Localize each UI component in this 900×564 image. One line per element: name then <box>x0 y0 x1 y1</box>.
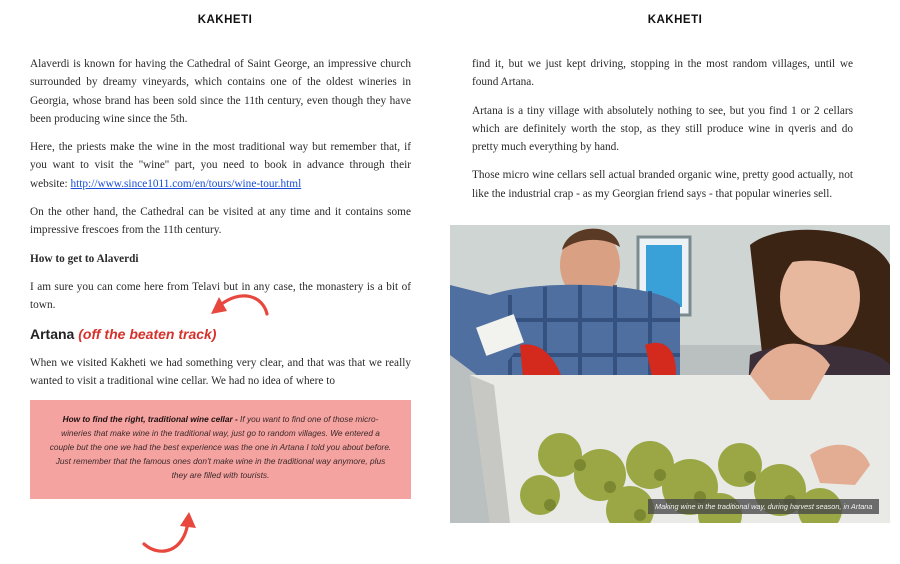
paragraph-alaverdi-intro: Alaverdi is known for having the Cathedral of Saint George, an impressive church surrounded by dreamy vineyards, which contains one of the oldest wineries in Georgia, whose brand has been sold since the 11th century, even though they have been producing wine since the 5th. <box>30 58 411 125</box>
curved-arrow-bottom-icon <box>138 508 202 558</box>
winemaking-photo-illustration <box>450 225 890 523</box>
paragraph-found-artana: find it, but we just kept driving, stopping in the most random villages, until we found Artana. <box>472 58 853 89</box>
tip-body: If you want to find one of those micro-wineries that make wine in the traditional way, just go to random villages. We entered a couple but the one we had the best experience was the one in Artana I told you about before. Just remember that the famous ones don't make wine in the traditional way anymore, plus they are filled with tourists. <box>49 414 392 480</box>
section-title-main: Artana <box>30 325 75 342</box>
right-page <box>450 0 900 564</box>
right-text-column <box>472 55 853 213</box>
paragraph-wine-cellar: When we visited Kakheti we had something very clear, and that was that we really wanted to visit a traditional wine cellar. We had no idea of where to <box>30 356 411 388</box>
photo-caption: Making wine in the traditional way, during harvest season, in Artana <box>648 499 879 514</box>
paragraph-artana-village: Artana is a tiny village with absolutely nothing to see, but you find 1 or 2 cellars which are definitely worth the stop, as they still produce wine in qveris and do pretty much everything by hand. <box>472 104 853 154</box>
paragraph-booking <box>30 138 411 193</box>
running-head-left: KAKHETI <box>197 14 253 26</box>
winemaking-photo <box>450 225 890 523</box>
paragraph-micro-cellars: Those micro wine cellars sell actual branded organic wine, pretty good actually, not like the industrial crap - as my Georgian friend says - that popular wineries sell. <box>472 169 853 200</box>
subhead-how-to-get: How to get to Alaverdi <box>30 252 139 265</box>
tip-box-wine-cellar <box>30 400 411 499</box>
paragraph-telavi: I am sure you can come here from Telavi but in any case, the monastery is a bit of town. <box>30 280 411 312</box>
paragraph-booking-text: Here, the priests make the wine in the most traditional way but remember that, if you want to visit the ''wine'' part, you need to book in advance through their website: <box>30 141 411 190</box>
curved-arrow-top-icon <box>205 284 275 330</box>
section-title-accent: (off the beaten track) <box>78 325 217 342</box>
tip-heading: How to find the right, traditional wine cellar - <box>62 414 238 424</box>
paragraph-cathedral: On the other hand, the Cathedral can be visited at any time and it contains some impressive frescoes from the 11th century. <box>30 206 411 237</box>
running-head-right: KAKHETI <box>647 14 703 26</box>
wine-tour-link[interactable]: http://www.since1011.com/en/tours/wine-tour.html <box>70 177 302 190</box>
left-text-column <box>30 55 411 400</box>
